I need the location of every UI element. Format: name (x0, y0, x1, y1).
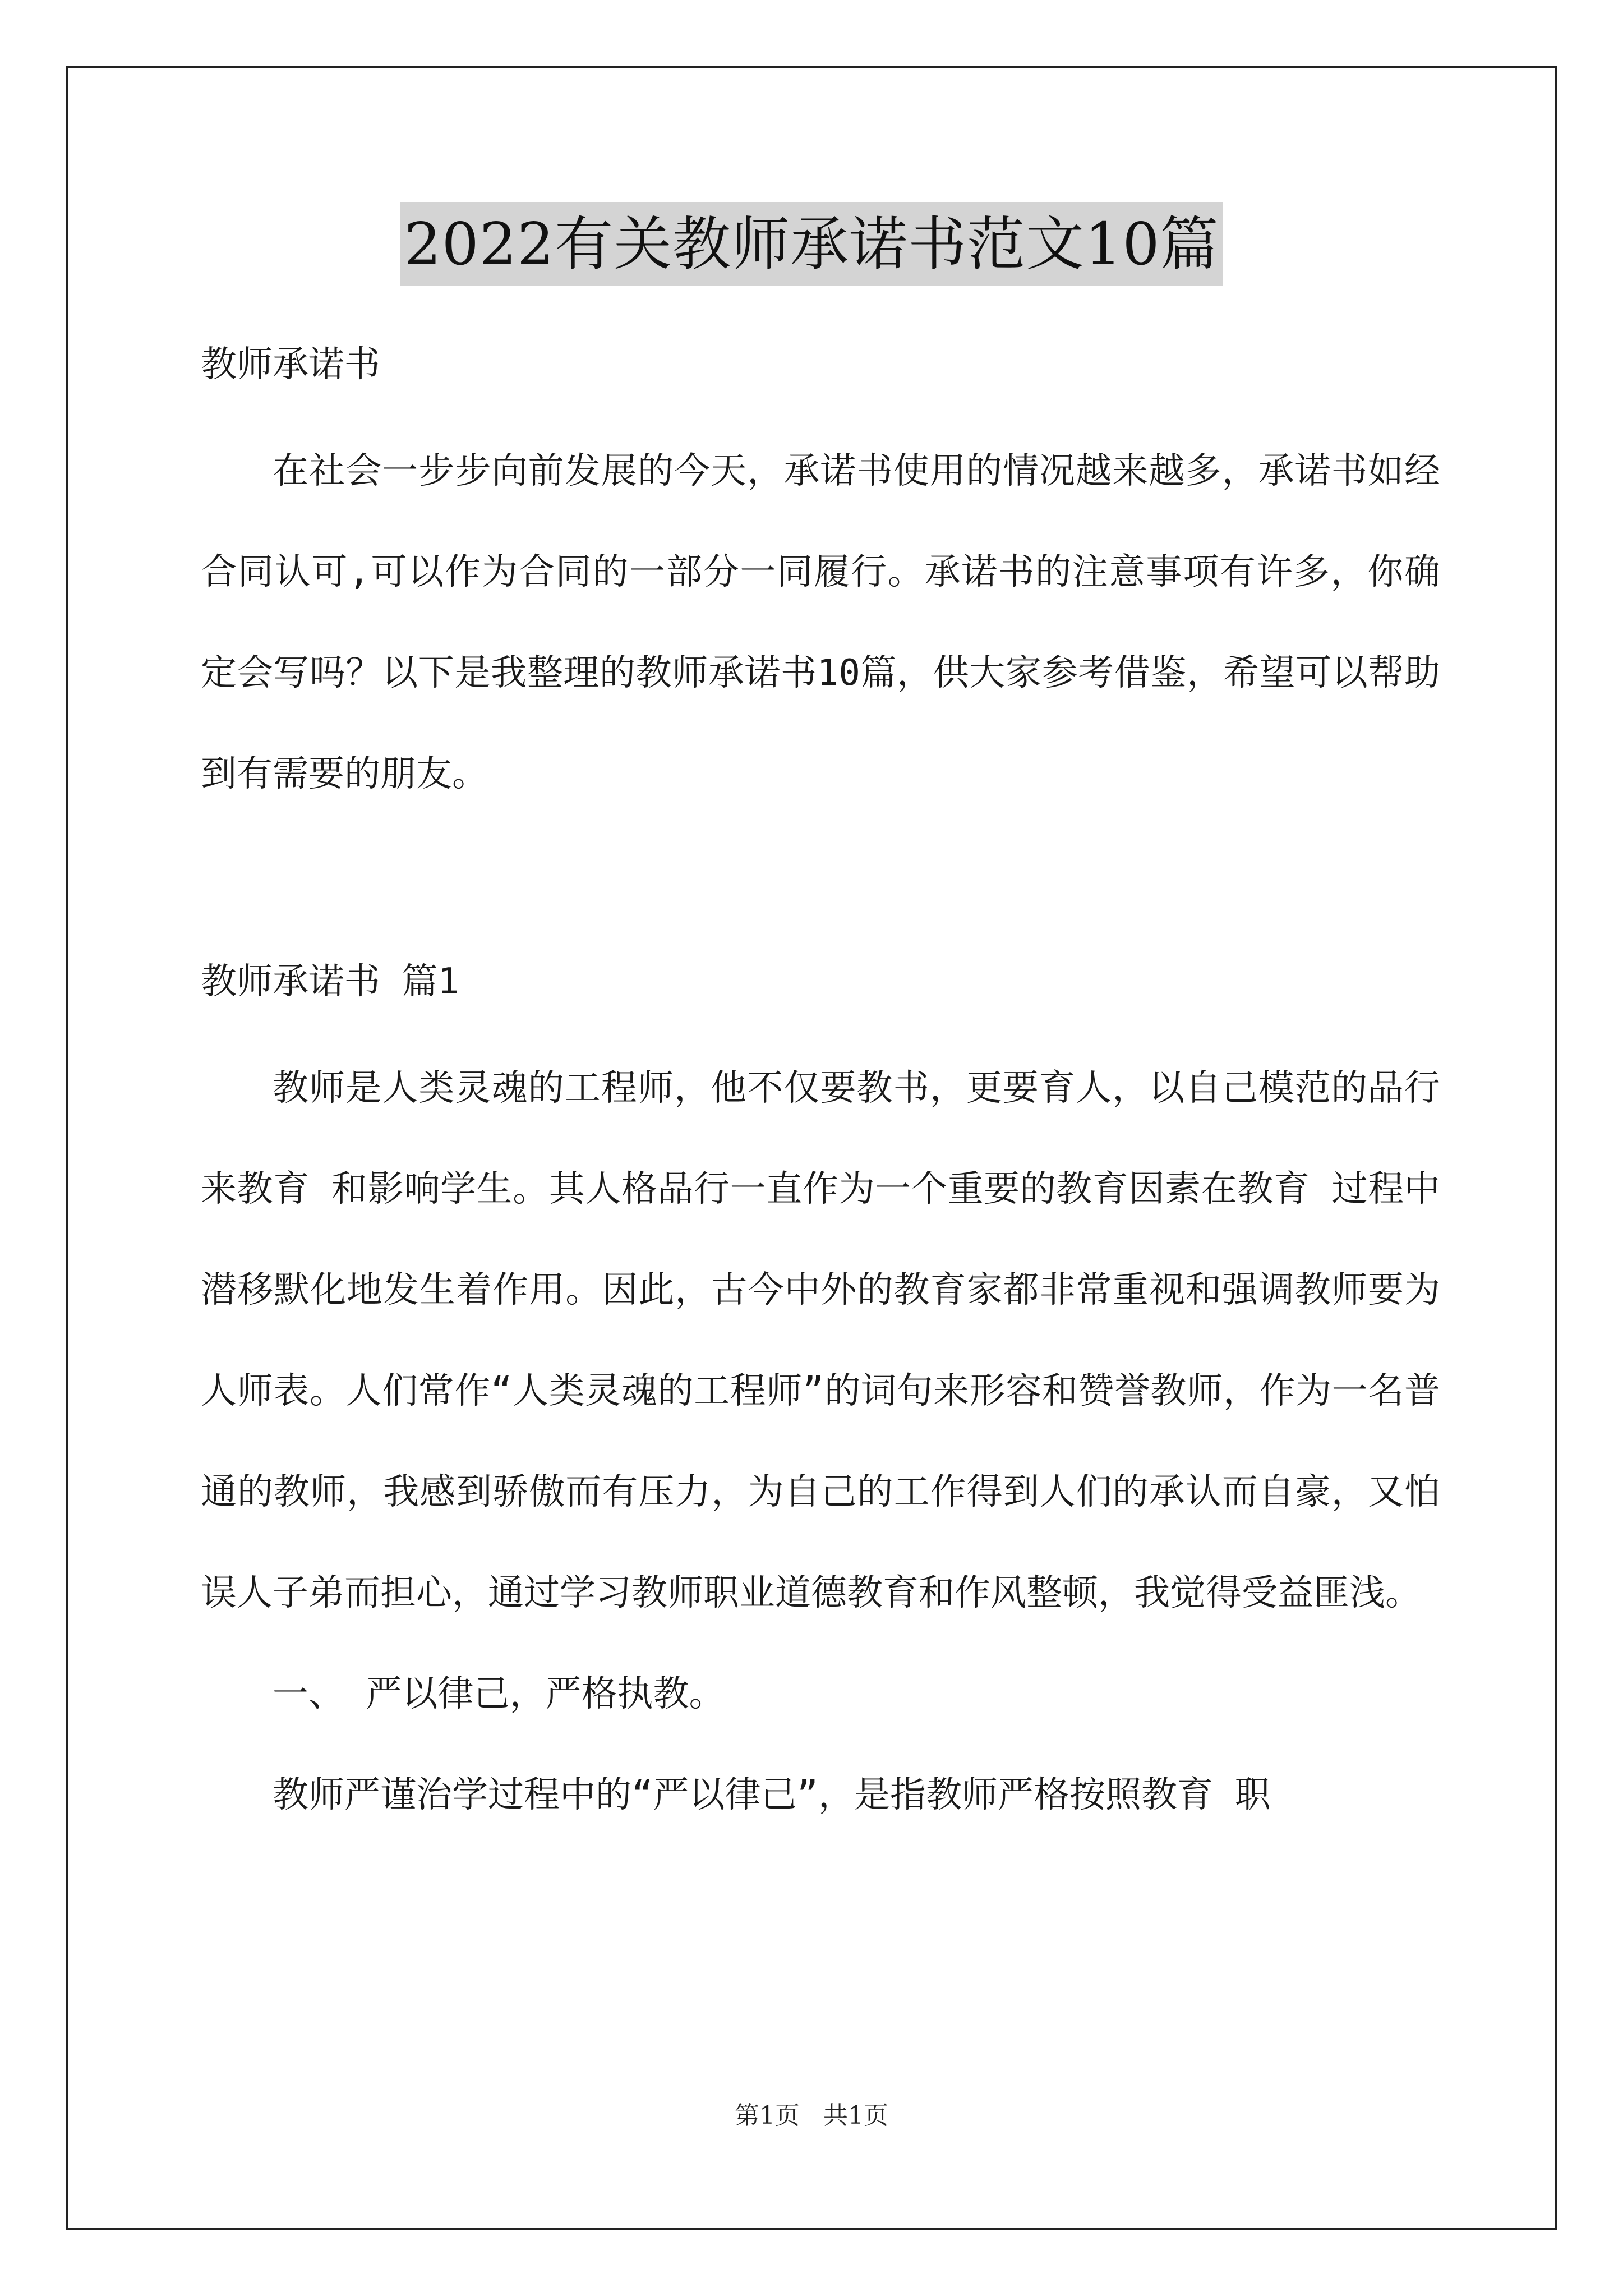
page-footer: 第1页 共1页 (735, 2101, 888, 2130)
intro-paragraph: 在社会一步步向前发展的今天，承诺书使用的情况越来越多，承诺书如经合同认可,可以作为合同的一部分一同履行。承诺书的注意事项有许多，你确定会写吗？以下是我整理的教师承诺书10篇，供大家参考借鉴，希望可以帮助到有需要的朋友。 (201, 450, 1440, 795)
document-body (201, 314, 1440, 1846)
point-heading: 一、 严以律己，严格执教。 (273, 1673, 725, 1715)
body-paragraph: 教师是人类灵魂的工程师，他不仅要教书，更要育人，以自己模范的品行来教育 和影响学生。其人格品行一直作为一个重要的教育因素在教育 过程中潜移默化地发生着作用。因此，古今中外的教育家都非常重视和强调教师要为人师表。人们常作“人类灵魂的工程师”的词句来形容和赞誉教师，作为一名普通的教师，我感到骄傲而有压力，为自己的工作得到人们的承认而自豪，又怕误人子弟而担心，通过学习教师职业道德教育和作风整顿，我觉得受益匪浅。 (201, 1068, 1440, 1614)
intro-heading: 教师承诺书 (201, 344, 380, 385)
title-area (0, 202, 1623, 286)
document-title: 2022有关教师承诺书范文10篇 (400, 202, 1222, 286)
section-heading: 教师承诺书 篇1 (201, 961, 460, 1002)
body-paragraph: 教师严谨治学过程中的“严以律己”，是指教师严格按照教育 职 (273, 1774, 1271, 1816)
